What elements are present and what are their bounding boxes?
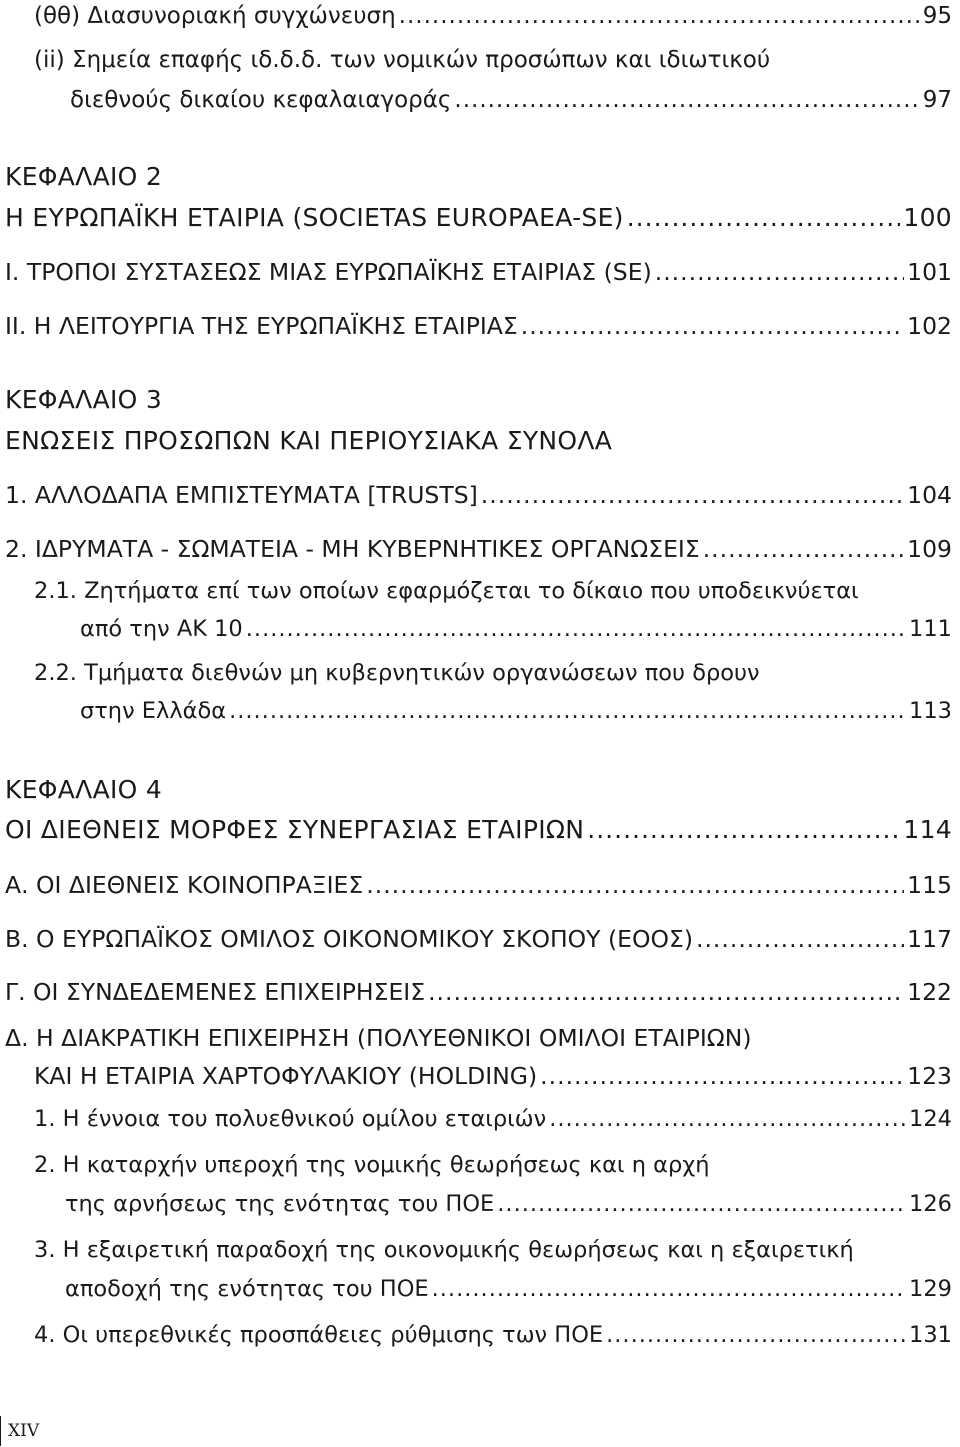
toc-page-number: 104 xyxy=(907,481,952,509)
toc-entry xyxy=(5,481,952,509)
dot-leader xyxy=(366,871,904,899)
dot-leader xyxy=(497,1191,906,1217)
toc-entry xyxy=(34,1062,952,1090)
dot-leader xyxy=(428,978,904,1006)
dot-leader xyxy=(549,1106,906,1132)
toc-entry-title: 1. ΑΛΛΟΔΑΠΑ ΕΜΠΙΣΤΕΥΜΑΤΑ [TRUSTS] xyxy=(5,481,478,509)
toc-entry xyxy=(5,203,952,232)
dot-leader xyxy=(606,1322,906,1348)
toc-entry xyxy=(80,616,952,642)
toc-entry xyxy=(5,535,952,563)
toc-page-number: 109 xyxy=(907,535,952,563)
toc-page-number: 126 xyxy=(909,1191,952,1217)
toc-entry-title: I. ΤΡΟΠΟΙ ΣΥΣΤΑΣΕΩΣ ΜΙΑΣ ΕΥΡΩΠΑΪΚΗΣ ΕΤΑΙΡΙΑΣ (SE) xyxy=(5,258,652,286)
toc-entry xyxy=(34,1322,952,1348)
folio-rule xyxy=(0,1416,1,1446)
chapter-title: Η ΕΥΡΩΠΑΪΚΗ ΕΤΑΙΡΙΑ (SOCIETAS EUROPAEA-SE) xyxy=(5,203,624,232)
chapter-label: ΚΕΦΑΛΑΙΟ 2 xyxy=(5,162,163,191)
toc-entry xyxy=(5,258,952,286)
toc-entry-title: 2. Η καταρχήν υπεροχή της νομικής θεωρήσεως και η αρχή xyxy=(34,1152,710,1178)
toc-entry-title-continued: ΚΑΙ Η ΕΤΑΙΡΙΑ ΧΑΡΤΟΦΥΛΑΚΙΟΥ (HOLDING) xyxy=(34,1062,538,1090)
toc-entry-title: Δ. Η ΔΙΑΚΡΑΤΙΚΗ ΕΠΙΧΕΙΡΗΣΗ (ΠΟΛΥΕΘΝΙΚΟΙ ΟΜΙΛΟΙ ΕΤΑΙΡΙΩΝ) xyxy=(5,1024,752,1052)
toc-entry-title-continued: διεθνούς δικαίου κεφαλαιαγοράς xyxy=(70,87,452,113)
toc-entry xyxy=(5,815,952,844)
dot-leader xyxy=(655,258,904,286)
toc-page-number: 102 xyxy=(907,312,952,340)
toc-entry-title: II. Η ΛΕΙΤΟΥΡΓΙΑ ΤΗΣ ΕΥΡΩΠΑΪΚΗΣ ΕΤΑΙΡΙΑΣ xyxy=(5,312,518,340)
chapter-title: ΕΝΩΣΕΙΣ ΠΡΟΣΩΠΩΝ ΚΑΙ ΠΕΡΙΟΥΣΙΑΚΑ ΣΥΝΟΛΑ xyxy=(5,426,613,455)
toc-entry-title: (ii) Σημεία επαφής ιδ.δ.δ. των νομικών προσώπων και ιδιωτικού xyxy=(34,47,771,73)
chapter-label: ΚΕΦΑΛΑΙΟ 4 xyxy=(5,775,163,804)
chapter-label: ΚΕΦΑΛΑΙΟ 3 xyxy=(5,385,163,414)
toc-entry-title-continued: από την ΑΚ 10 xyxy=(80,616,243,642)
toc-page-number: 113 xyxy=(909,698,952,724)
toc-page-number: 97 xyxy=(922,87,952,113)
dot-leader xyxy=(703,535,904,563)
toc-entry xyxy=(5,871,952,899)
folio-page-number: XIV xyxy=(8,1421,40,1441)
toc-entry-title-continued: της αρνήσεως της ενότητας του ΠΟΕ xyxy=(65,1191,495,1217)
chapter-title: ΟΙ ΔΙΕΘΝΕΙΣ ΜΟΡΦΕΣ ΣΥΝΕΡΓΑΣΙΑΣ ΕΤΑΙΡΙΩΝ xyxy=(5,815,585,844)
dot-leader xyxy=(432,1276,906,1302)
toc-page-number: 117 xyxy=(907,925,952,953)
dot-leader xyxy=(481,481,904,509)
toc-page-number: 100 xyxy=(903,203,952,232)
toc-entry xyxy=(65,1276,952,1302)
toc-page-number: 123 xyxy=(907,1062,952,1090)
toc-entry xyxy=(70,87,952,113)
toc-entry-title: Β. Ο ΕΥΡΩΠΑΪΚΟΣ ΟΜΙΛΟΣ ΟΙΚΟΝΟΜΙΚΟΥ ΣΚΟΠΟΥ (ΕΟΟΣ) xyxy=(5,925,693,953)
toc-entry-title: (θθ) Διασυνοριακή συγχώνευση xyxy=(34,3,396,29)
toc-entry xyxy=(5,925,952,953)
toc-page-number: 114 xyxy=(903,815,952,844)
toc-entry-title: 2.2. Τμήματα διεθνών μη κυβερνητικών οργανώσεων που δρουν xyxy=(34,660,760,686)
toc-page-number: 95 xyxy=(922,3,952,29)
dot-leader xyxy=(229,698,906,724)
dot-leader xyxy=(587,815,900,844)
toc-page-number: 101 xyxy=(907,258,952,286)
toc-entry-title-continued: στην Ελλάδα xyxy=(80,698,227,724)
toc-entry-title: 1. Η έννοια του πολυεθνικού ομίλου εταιριών xyxy=(34,1106,547,1132)
toc-entry-title: 3. Η εξαιρετική παραδοχή της οικονομικής θεωρήσεως και η εξαιρετική xyxy=(34,1237,854,1263)
dot-leader xyxy=(454,87,919,113)
toc-page-number: 122 xyxy=(907,978,952,1006)
toc-page-number: 124 xyxy=(909,1106,952,1132)
toc-entry-title-continued: αποδοχή της ενότητας του ΠΟΕ xyxy=(65,1276,429,1302)
toc-entry xyxy=(80,698,952,724)
toc-entry xyxy=(5,312,952,340)
toc-entry xyxy=(5,978,952,1006)
dot-leader xyxy=(540,1062,904,1090)
dot-leader xyxy=(246,616,906,642)
toc-entry-title: Γ. ΟΙ ΣΥΝΔΕΔΕΜΕΝΕΣ ΕΠΙΧΕΙΡΗΣΕΙΣ xyxy=(5,978,426,1006)
toc-entry-title: 2.1. Ζητήματα επί των οποίων εφαρμόζεται το δίκαιο που υποδεικνύεται xyxy=(34,578,859,604)
dot-leader xyxy=(627,203,901,232)
toc-page-number: 131 xyxy=(909,1322,952,1348)
dot-leader xyxy=(521,312,904,340)
toc-page-number: 129 xyxy=(909,1276,952,1302)
dot-leader xyxy=(696,925,904,953)
toc-entry-title: 2. ΙΔΡΥΜΑΤΑ - ΣΩΜΑΤΕΙΑ - ΜΗ ΚΥΒΕΡΝΗΤΙΚΕΣ ΟΡΓΑΝΩΣΕΙΣ xyxy=(5,535,700,563)
toc-entry-title: 4. Οι υπερεθνικές προσπάθειες ρύθμισης των ΠΟΕ xyxy=(34,1322,604,1348)
toc-entry xyxy=(34,3,952,29)
toc-entry xyxy=(34,1106,952,1132)
toc-entry xyxy=(65,1191,952,1217)
toc-entry-title: Α. ΟΙ ΔΙΕΘΝΕΙΣ ΚΟΙΝΟΠΡΑΞΙΕΣ xyxy=(5,871,364,899)
toc-page-number: 115 xyxy=(907,871,952,899)
toc-page-number: 111 xyxy=(909,616,952,642)
dot-leader xyxy=(399,3,920,29)
